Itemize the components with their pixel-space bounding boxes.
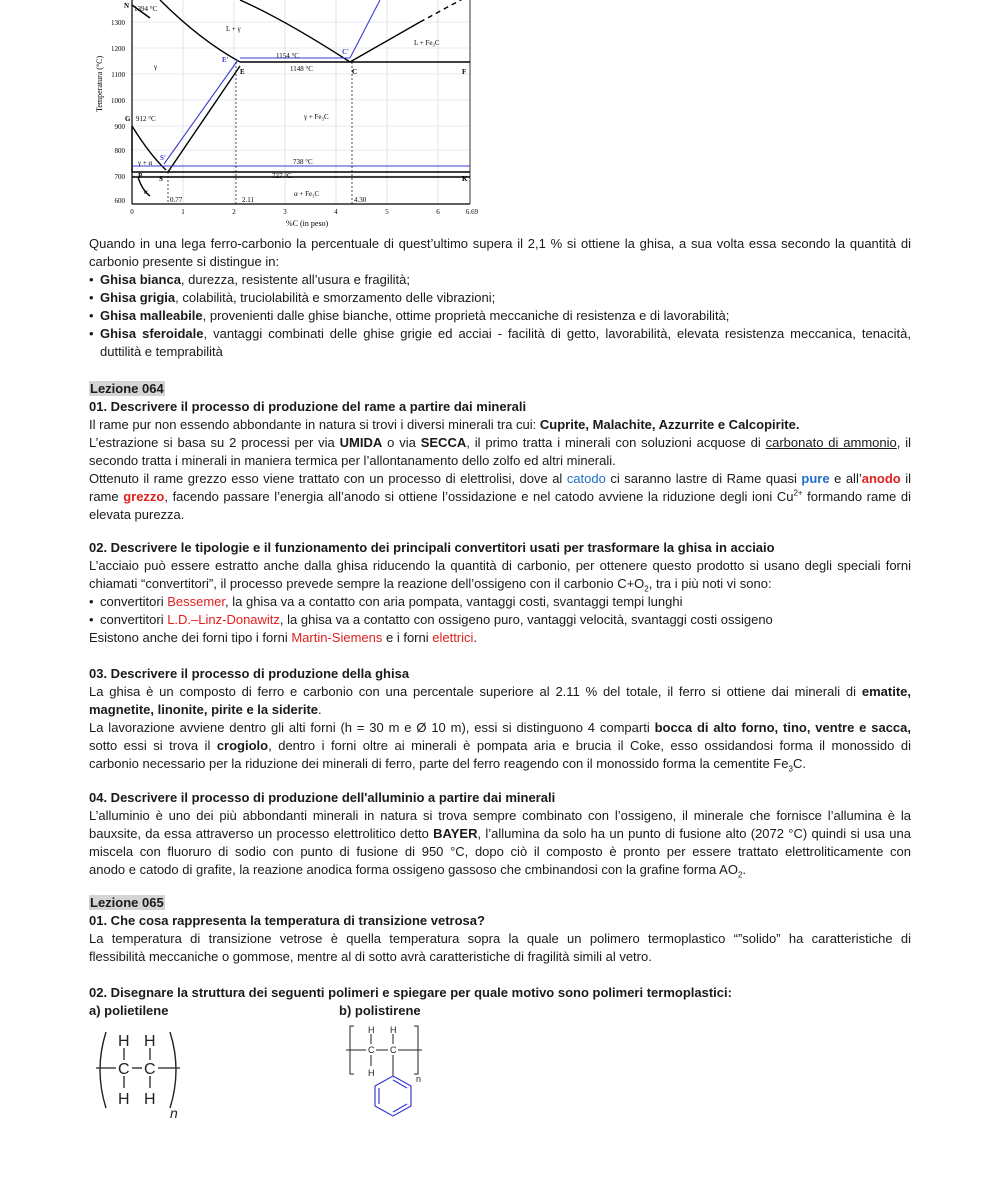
region-label: L + γ xyxy=(226,25,241,33)
list-item: • Ghisa sferoidale, vantaggi combinati delle ghise grigie ed acciai - facilità di getto, lavorabilità, elevata resistenza meccanica, tenacità, xyxy=(89,325,911,343)
answer-line: carbonio necessario per la riduzione dei minerali di ferro, parte del ferro reagendo con il monossido forma la cementite $Fe_3C$. xyxy=(89,756,806,774)
question-title: 01. Descrivere il processo di produzione del rame a partire dai minerali xyxy=(89,399,527,414)
temp-label: 912 °C xyxy=(136,115,156,123)
y-tick: 1200 xyxy=(111,45,125,53)
atom-h: H xyxy=(368,1068,375,1078)
region-label: γ xyxy=(154,63,158,71)
point-label: C xyxy=(352,68,358,76)
question-02-convertitori xyxy=(89,539,911,647)
atom-h: H xyxy=(118,1091,130,1108)
point-label: C' xyxy=(342,48,349,56)
answer-line: La temperatura di transizione vetrose è quella temperatura sopra la quale un polimero termoplastico “”solido” ha caratteristiche di xyxy=(89,931,911,946)
answer-line: Esistono anche dei forni tipo i forni Martin-Siemens e i forni elettrici. xyxy=(89,630,478,645)
answer-line: anodo e catodo di grafite, la reazione anodica forma ossigeno gassoso che cmbinandosi con la grafine forma $AO_2$. xyxy=(89,862,747,880)
answer-line: chiamati “convertitori”, il processo prevede sempre la reazione dell’ossigeno con il carbonio $C+O_2$, tra i più noti vi sono: xyxy=(89,576,772,594)
temp-label: 1148 °C xyxy=(290,65,313,73)
question-title: 03. Descrivere il processo di produzione della ghisa xyxy=(89,666,410,681)
answer-line: L’estrazione si basa su 2 processi per via UMIDA o via SECCA, il primo tratta i minerali con soluzioni acquose di carbonato di ammonio, il xyxy=(89,435,911,450)
region-label: L + Fe₃C xyxy=(414,39,440,47)
temp-label: 738 °C xyxy=(293,158,313,166)
repeat-subscript: n xyxy=(416,1074,422,1084)
question-02-polimeri xyxy=(89,984,911,1020)
point-label: G xyxy=(125,115,131,123)
y-tick: 600 xyxy=(114,197,125,205)
answer-line: Il rame pur non essendo abbondante in natura si trovi i diversi minerali tra cui: Cuprite, Malachite, Azzurrite e Calcopirite. xyxy=(89,417,800,432)
y-tick: 1100 xyxy=(111,71,125,79)
lezione-065 xyxy=(89,894,911,966)
list-item-continuation: duttilità e temprabilità xyxy=(100,344,223,359)
answer-line: elevata purezza. xyxy=(89,507,185,522)
x-tick: 2 xyxy=(232,208,236,216)
region-label: γ + α xyxy=(138,159,153,167)
answer-line: secondo tratta i minerali in maniera termica per l’allontanamento dello zolfo ed altri minerali. xyxy=(89,453,616,468)
question-title: 01. Che cosa rappresenta la temperatura di transizione vetrosa? xyxy=(89,913,485,928)
x-axis-label: %C (in peso) xyxy=(286,219,329,228)
x-tick: 5 xyxy=(385,208,389,216)
intro-line: Quando in una lega ferro-carbonio la percentuale di quest’ultimo supera il 2,1 % si ottiene la ghisa, a sua volta essa secondo la quantità di xyxy=(89,236,911,251)
answer-line: L’alluminio è uno dei più abbondanti minerali in natura si trova sempre combinato con l’ossigeno, il minerale che fornisce l’allumina è la xyxy=(89,808,911,823)
y-tick: 1300 xyxy=(111,19,125,27)
y-axis-label: Temperatura (°C) xyxy=(95,55,104,112)
iron-carbon-phase-diagram xyxy=(90,0,510,232)
polietilene-label: a) polietilene xyxy=(89,1003,169,1018)
list-item: • convertitori L.D.–Linz-Donawitz, la ghisa va a contatto con ossigeno puro, vantaggi velocità, svantaggi costi ossigeno xyxy=(89,611,911,629)
atom-c: C xyxy=(118,1061,130,1078)
atom-h: H xyxy=(144,1091,156,1108)
polistirene-structure xyxy=(346,1022,436,1122)
ghisa-intro xyxy=(89,235,911,361)
atom-h: H xyxy=(144,1033,156,1050)
intro-line: carbonio presente si distingue in: xyxy=(89,254,280,269)
question-04-alluminio xyxy=(89,789,911,879)
point-label: S' xyxy=(160,154,166,162)
answer-line: La lavorazione avviene dentro gli alti forni (h = 30 m e Ø 10 m), essi si distinguono 4 comparti bocca di alto forno, tino, ventre e sacca, xyxy=(89,720,911,735)
atom-c: C xyxy=(390,1045,397,1055)
point-label: P xyxy=(138,172,143,180)
temp-label: 1154 °C xyxy=(276,52,299,60)
value-label: 2.11 xyxy=(242,196,254,204)
polymer-labels xyxy=(89,1002,911,1020)
benzene-ring xyxy=(375,1076,411,1116)
question-title: 04. Descrivere il processo di produzione dell'alluminio a partire dai minerali xyxy=(89,790,556,805)
y-tick: 800 xyxy=(114,147,125,155)
temp-label: 727 °C xyxy=(272,172,292,180)
point-label: F xyxy=(462,68,467,76)
x-tick: 6.69 xyxy=(465,208,479,216)
list-item: • Ghisa bianca, durezza, resistente all’usura e fragilità; xyxy=(89,271,911,289)
atom-h: H xyxy=(368,1025,375,1035)
region-label: γ + Fe₃C xyxy=(304,113,329,121)
answer-line: bauxsite, da essa attraverso un processo elettrolitico detto BAYER, l’allumina da solo ha un punto di fusione alto (2072 °C) quindi si usa una xyxy=(89,826,911,841)
question-title: 02. Descrivere le tipologie e il funzionamento dei principali convertitori usati per trasformare la ghisa in acciaio xyxy=(89,540,775,555)
x-tick: 0 xyxy=(130,208,134,216)
value-label: 0.77 xyxy=(170,196,183,204)
temp-label: 1394 °C xyxy=(134,5,158,13)
point-label: K xyxy=(462,175,468,183)
x-tick: 6 xyxy=(436,208,440,216)
question-03-ghisa xyxy=(89,665,911,773)
x-tick: 1 xyxy=(181,208,185,216)
answer-line: magnetite, linonite, pirite e la siderite. xyxy=(89,702,322,717)
answer-line: flessibilità meccaniche o gommose, mentre al di sotto avrà caratteristiche di fragilità simili al vetro. xyxy=(89,949,652,964)
y-tick: 900 xyxy=(114,123,125,131)
list-item: • Ghisa grigia, colabilità, truciolabilità e smorzamento delle vibrazioni; xyxy=(89,289,911,307)
answer-line: miscela con fluoruro di sodio con punto di fusione di 950 °C, dopo ciò il composto è pronto per essere trattato elettroliticamente con xyxy=(89,844,911,859)
point-label: S xyxy=(159,175,163,183)
answer-line: rame grezzo, facendo passare l’energia all’anodo si ottiene l’ossidazione e nel catodo avviene la riduzione degli ioni $Cu^{2+}$ formando rame di xyxy=(89,488,911,504)
section-heading: Lezione 065 xyxy=(90,895,164,910)
list-item: • convertitori Bessemer, la ghisa va a contatto con aria pompata, vantaggi costi, svantaggi tempi lunghi xyxy=(89,593,911,611)
lezione-064 xyxy=(89,380,911,524)
point-label: N xyxy=(124,2,130,10)
answer-line: Ottenuto il rame grezzo esso viene trattato con un processo di elettrolisi, dove al catodo ci saranno lastre di Rame quasi pure e all’anodo il xyxy=(89,471,911,486)
y-tick: 700 xyxy=(114,173,125,181)
value-label: 4.30 xyxy=(354,196,367,204)
repeat-subscript: n xyxy=(170,1105,178,1120)
atom-c: C xyxy=(144,1061,156,1078)
answer-line: La ghisa è un composto di ferro e carbonio con una percentale superiore al 2.11 % del totale, il ferro si ottiene dai minerali di ematite, xyxy=(89,684,911,699)
region-label: α xyxy=(144,188,148,196)
question-title: 02. Disegnare la struttura dei seguenti polimeri e spiegare per quale motivo sono polimeri termoplastici: xyxy=(89,985,732,1000)
atom-h: H xyxy=(118,1033,130,1050)
y-tick: 1000 xyxy=(111,97,125,105)
answer-line: L’acciaio può essere estratto anche dalla ghisa riducendo la quantità di carbonio, per ottenere questo prodotto si usano degli speciali forni xyxy=(89,558,911,573)
x-tick: 3 xyxy=(283,208,287,216)
polietilene-structure xyxy=(92,1026,192,1120)
atom-h: H xyxy=(390,1025,397,1035)
region-label: α + Fe₃C xyxy=(294,190,320,198)
section-heading: Lezione 064 xyxy=(90,381,164,396)
x-tick: 4 xyxy=(334,208,338,216)
polistirene-label: b) polistirene xyxy=(339,1003,421,1018)
answer-line: sotto essi si trova il crogiolo, dentro i forni oltre ai minerali è pompata aria e brucia il Coke, esso ossidandosi forma il monossido di xyxy=(89,738,911,753)
point-label: E' xyxy=(222,56,229,64)
list-item: • Ghisa malleabile, provenienti dalle ghise bianche, ottime proprietà meccaniche di resistenza e di lavorabilità; xyxy=(89,307,911,325)
atom-c: C xyxy=(368,1045,375,1055)
point-label: E xyxy=(240,68,245,76)
